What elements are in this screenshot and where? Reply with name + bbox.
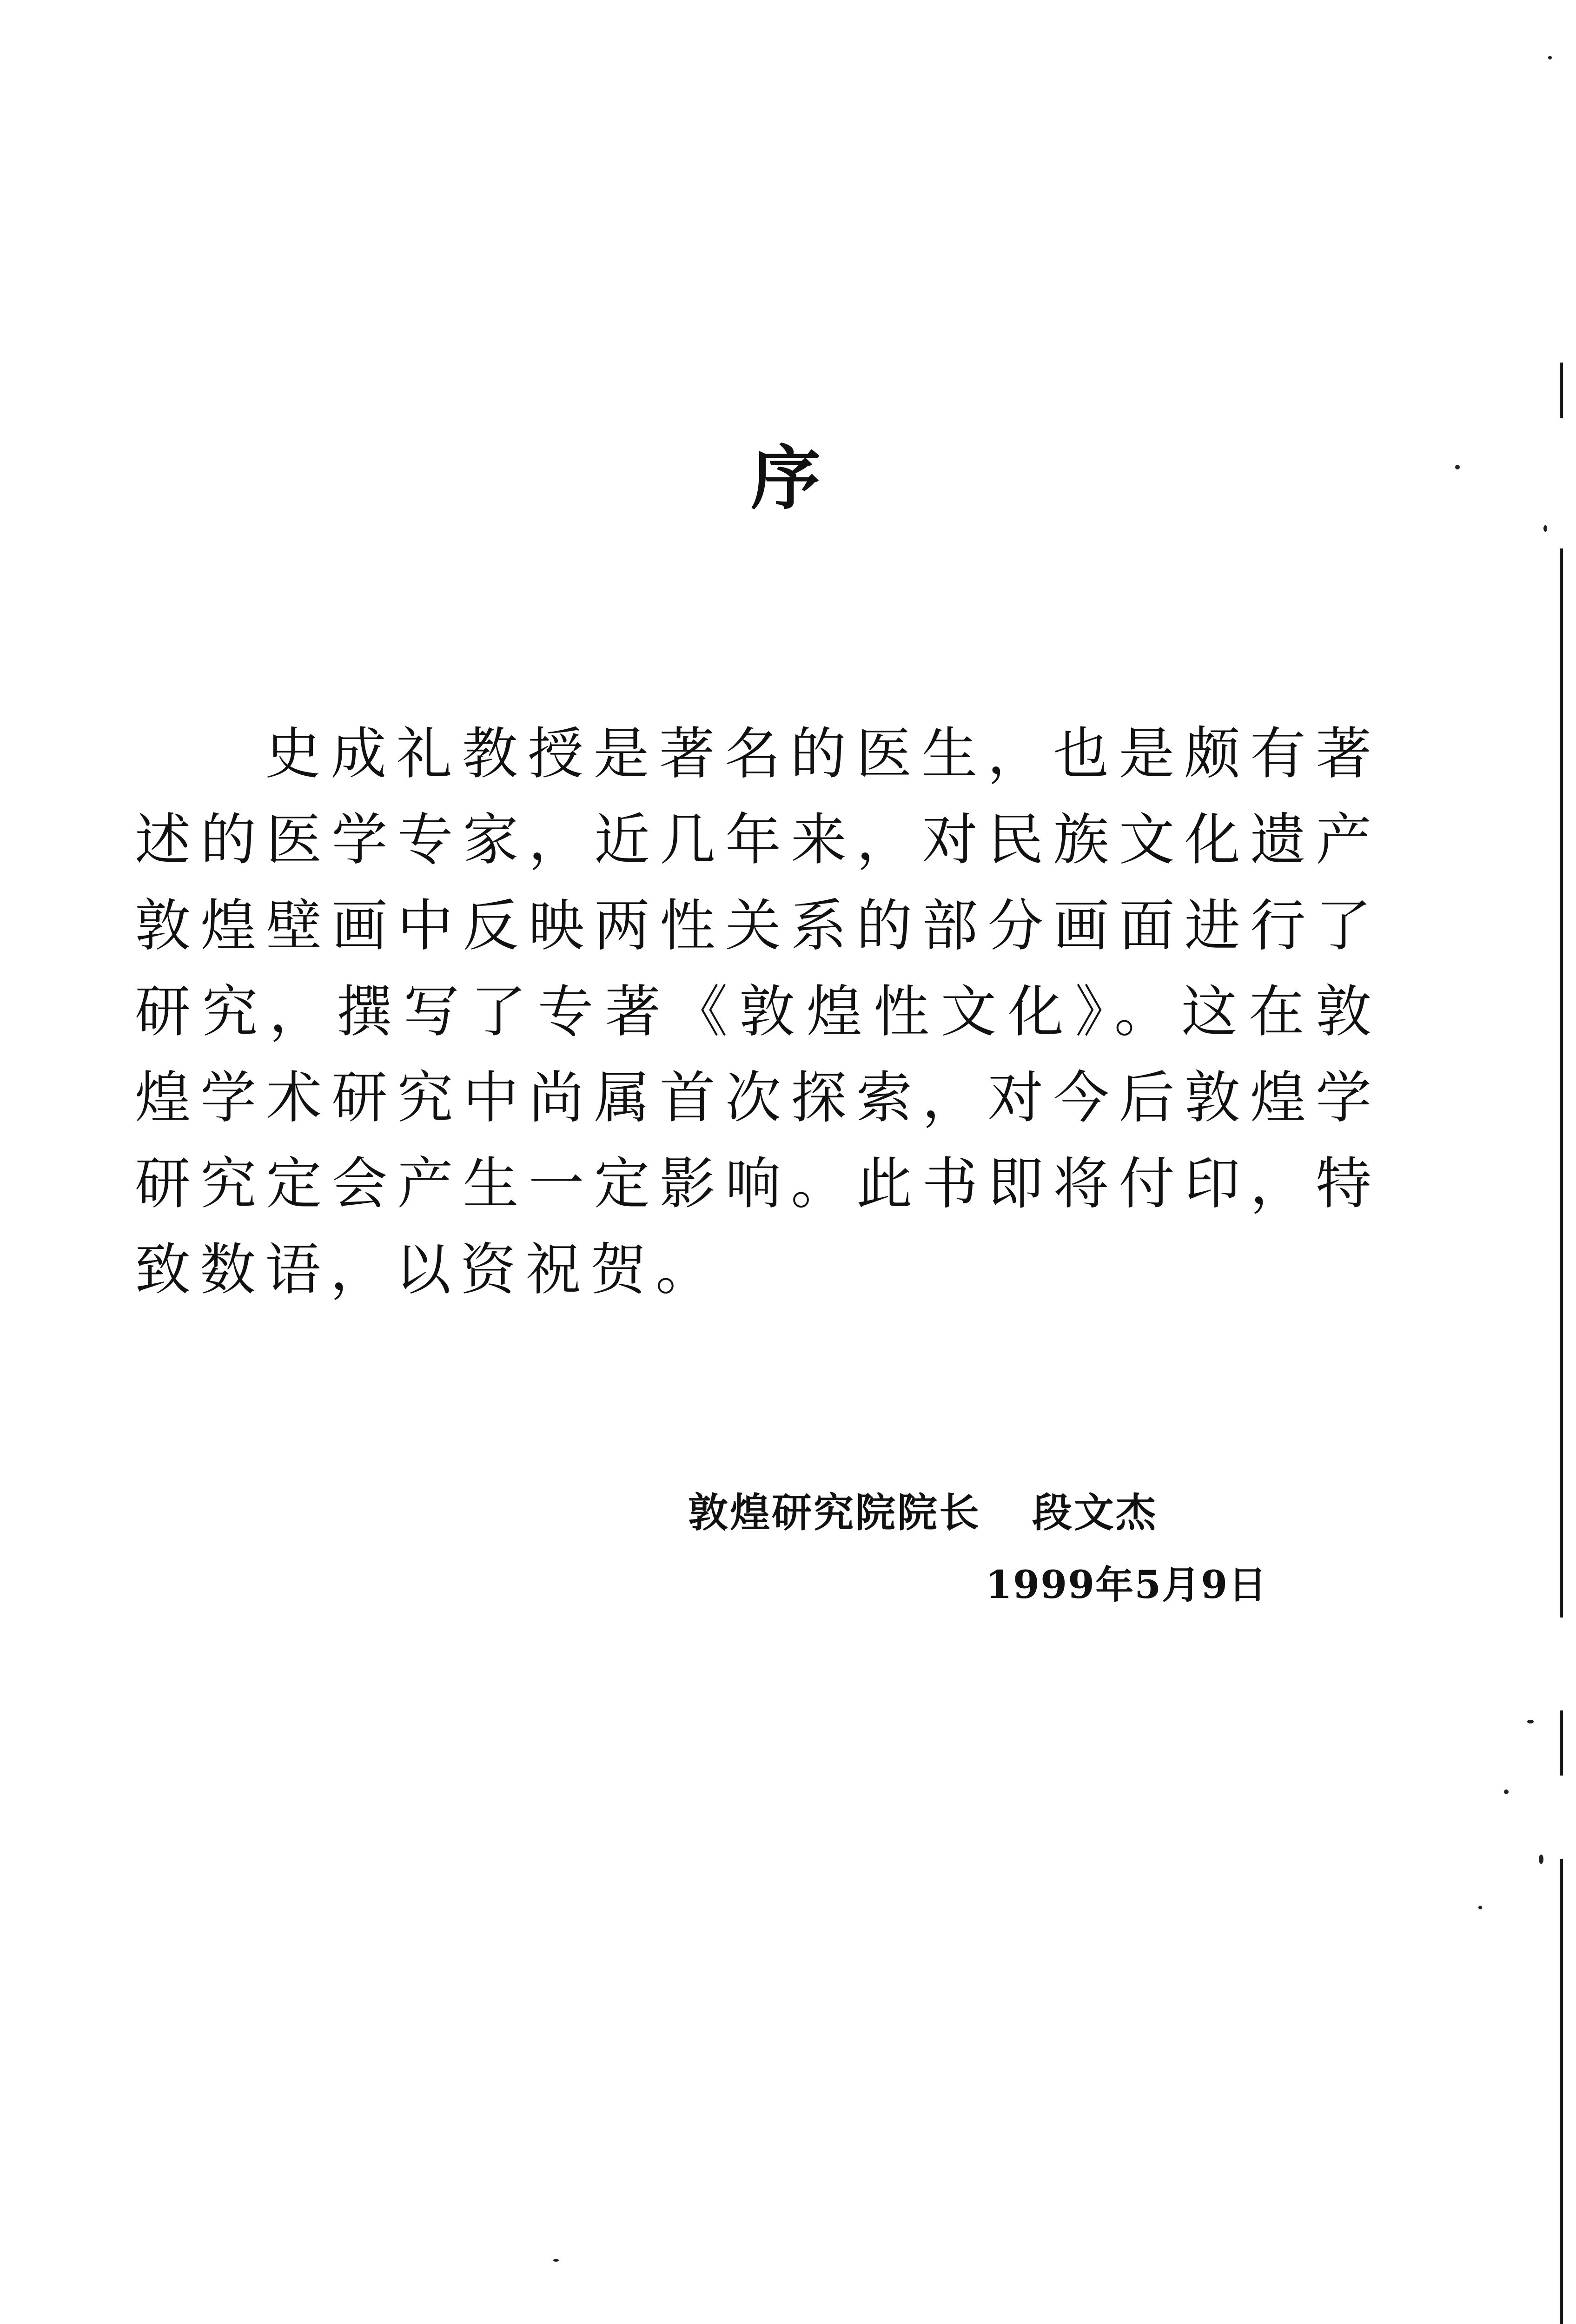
signature-line xyxy=(688,1483,1158,1543)
scan-speck xyxy=(1455,465,1460,469)
signature-name: 段文杰 xyxy=(1032,1489,1158,1536)
scan-speck xyxy=(1504,1789,1509,1794)
page-title: 序 xyxy=(750,438,821,519)
scan-edge-line xyxy=(1560,548,1563,1618)
scan-speck xyxy=(1527,1720,1534,1723)
scan-edge-line xyxy=(1560,363,1563,418)
scan-edge-line xyxy=(1560,1859,1563,2324)
scan-speck xyxy=(1478,1906,1482,1909)
signature-date: 1999年5月9日 xyxy=(986,1563,1268,1607)
scan-edge-line xyxy=(1560,1710,1563,1776)
scan-speck xyxy=(1548,56,1552,59)
scan-speck xyxy=(1539,1855,1543,1864)
preface-body: 史成礼教授是著名的医生，也是颇有著述的医学专家，近几年来，对民族文化遗产敦煌壁画中反映两性关系的部分画面进行了研究，撰写了专著《敦煌性文化》。这在敦煌学术研究中尚属首次探索，对今后敦煌学研究定会产生一定影响。此书即将付印，特致数语，以资祝贺。 xyxy=(135,722,1381,1302)
scan-speck xyxy=(553,2259,559,2262)
signature-position: 敦煌研究院院长 xyxy=(688,1489,981,1536)
scan-speck xyxy=(1543,525,1547,532)
